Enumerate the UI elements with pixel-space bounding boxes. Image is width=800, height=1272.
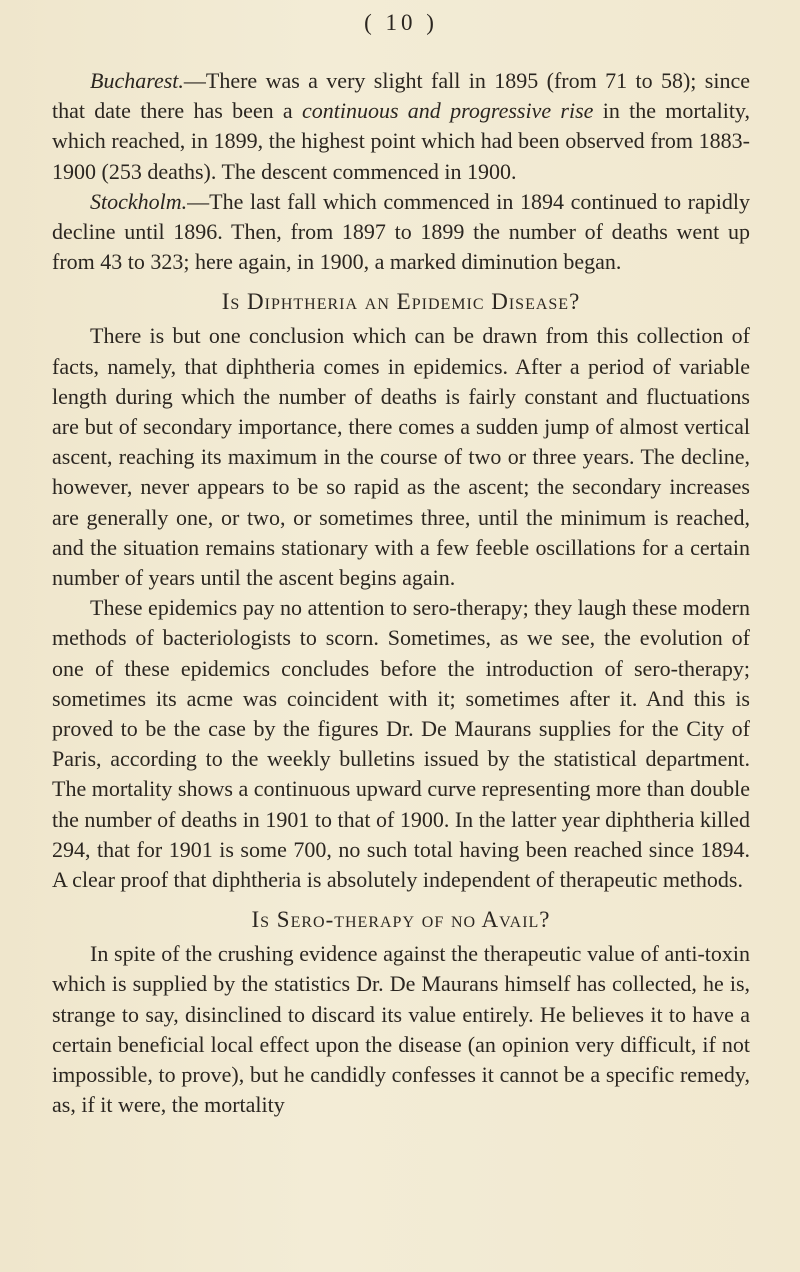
paragraph-text: The last fall which commenced in 1894 continued to rapidly decline until 1896. Then, from 1897 to 1899 the number of deaths went up from 43 to 323; here again, in 1900, a marked diminution began.	[52, 188, 750, 275]
section-heading-epidemic: Is Diphtheria an Epidemic Disease?	[221, 289, 581, 315]
paragraph-sero-therapy-epidemics: These epidemics pay no attention to sero-therapy; they laugh these modern methods of bacteriologists to scorn. Sometimes, as we see, the evolution of one of these epidemics concludes before the introduction of sero-therapy; sometimes its acme was coincident with it; sometimes after it. And this is proved to be the case by the figures Dr. De Maurans supplies for the City of Paris, according to the weekly bulletins issued by the statistical department. The mortality shows a continuous upward curve representing more than double the number of deaths in 1901 to that of 1900. In the latter year diphtheria killed 294, that for 1901 is some 700, no such total having been reached since 1894. A clear proof that diphtheria is absolutely independent of therapeutic methods.	[52, 595, 750, 893]
place-name-stockholm: Stockholm.	[90, 188, 188, 214]
paragraph-text: There was a very slight fall in 1895 (from 71 to 58); since that date there has been a	[52, 68, 750, 124]
paragraph-bucharest	[52, 66, 750, 187]
dash: —	[183, 68, 206, 93]
dash: —	[187, 188, 210, 214]
section-heading-sero-therapy: Is Sero-therapy of no Avail?	[251, 907, 551, 933]
paragraph-conclusion: There is but one conclusion which can be drawn from this collection of facts, namely, that diphtheria comes in epidemics. After a period of variable length during which the number of deaths is fairly constant and fluctuations are but of secondary importance, there comes a sudden jump of almost vertical ascent, reaching its maximum in the course of two or three years. The decline, however, never appears to be so rapid as the ascent; the secondary increases are generally one, or two, or sometimes three, until the minimum is reached, and the situation remains stationary with a few feeble oscillations for a certain number of years until the ascent begins again.	[52, 323, 750, 591]
paragraph-text: in the mortality, which reached, in 1899, the highest point which had been observed from 1883-1900 (253 deaths). The descent commenced in 1900.	[52, 98, 751, 184]
paragraph-crushing-evidence: In spite of the crushing evidence against the therapeutic value of anti-toxin which is supplied by the statistics Dr. De Maurans himself has collected, he is, strange to say, disinclined to discard its value entirely. He believes it to have a certain beneficial local effect upon the disease (an opinion very difficult, if not impossible, to prove), but he candidly confesses it cannot be a specific remedy, as, if it were, the mortality	[52, 941, 750, 1118]
paragraph-stockholm	[52, 187, 750, 278]
page-number: ( 10 )	[364, 10, 438, 35]
emphasis-text: continuous and progressive rise	[301, 98, 594, 124]
place-name-bucharest: Bucharest.	[90, 68, 184, 93]
page-body	[52, 66, 750, 1121]
